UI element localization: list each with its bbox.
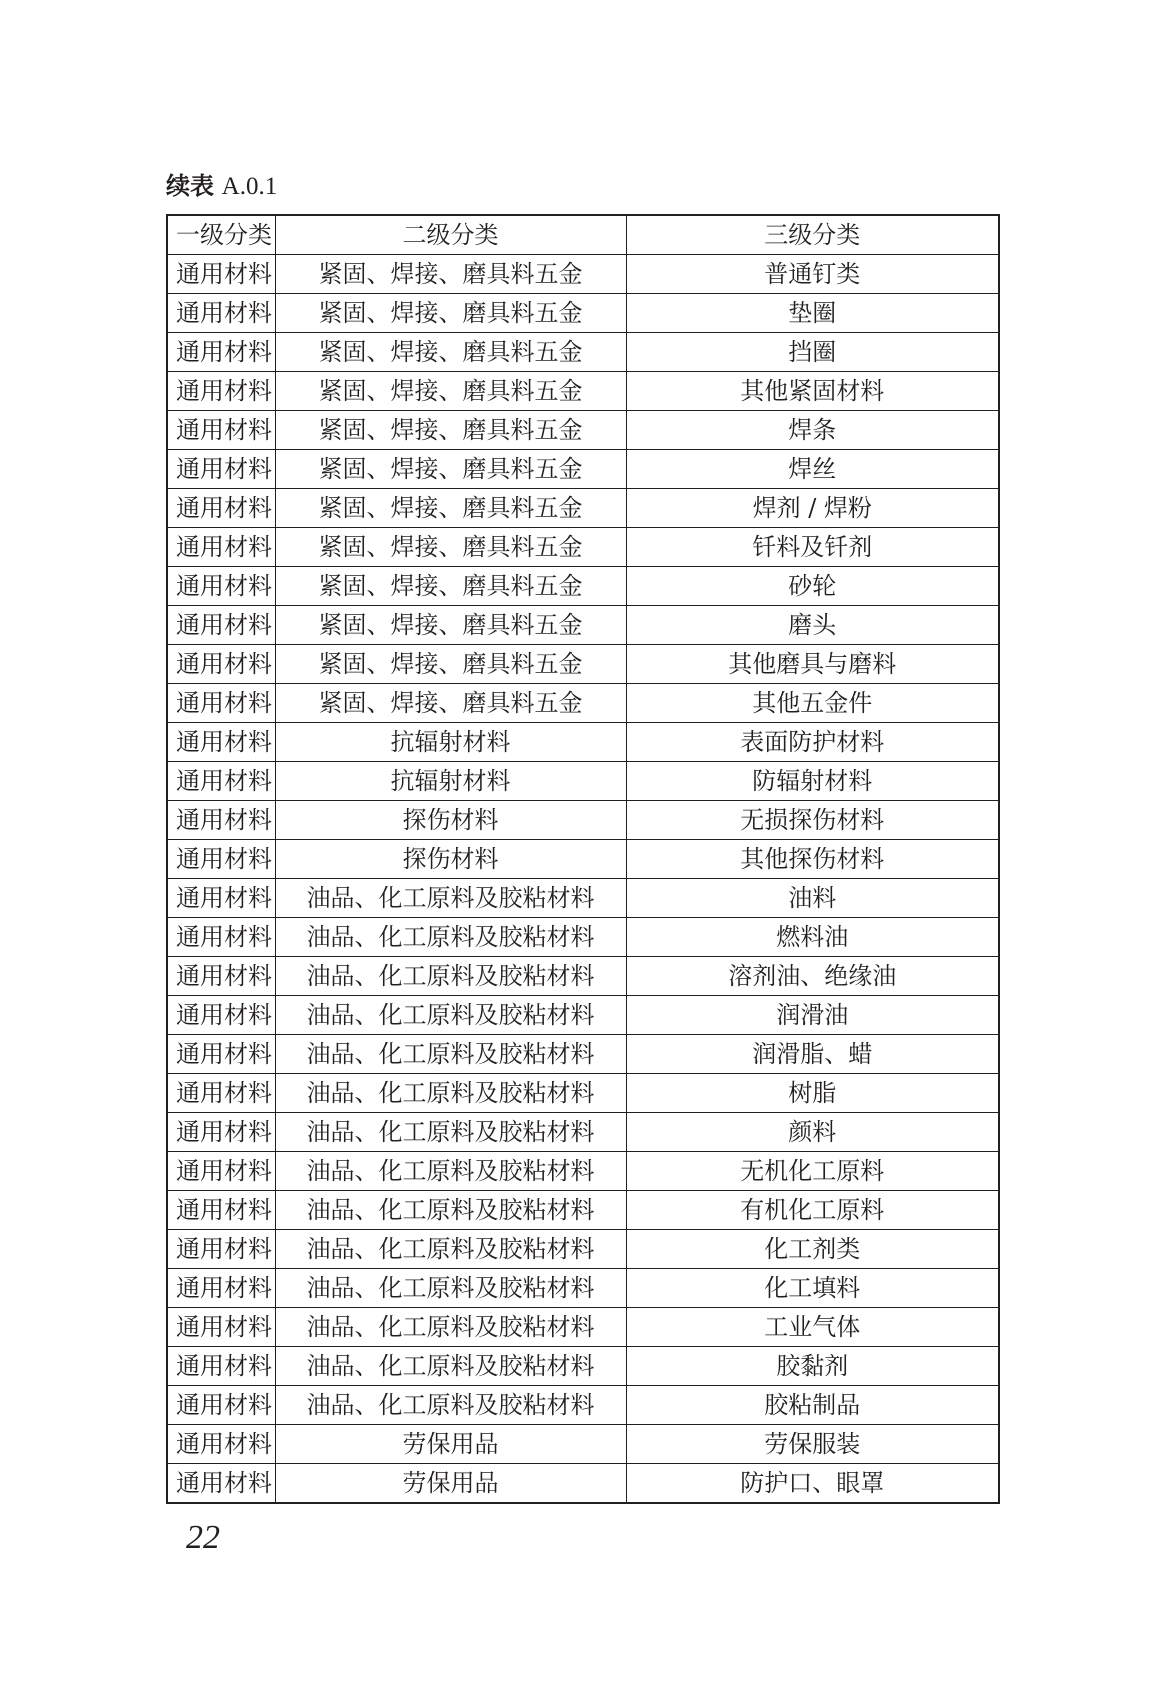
cell-level-3: 有机化工原料 <box>626 1191 999 1230</box>
table-row <box>167 645 999 684</box>
cell-level-2: 紧固、焊接、磨具料五金 <box>275 684 626 723</box>
cell-level-3: 其他紧固材料 <box>626 372 999 411</box>
cell-level-1: 通用材料 <box>167 1308 275 1347</box>
cell-level-1: 通用材料 <box>167 489 275 528</box>
cell-level-1: 通用材料 <box>167 801 275 840</box>
cell-level-1: 通用材料 <box>167 372 275 411</box>
table-row <box>167 450 999 489</box>
cell-level-2: 油品、化工原料及胶粘材料 <box>275 1152 626 1191</box>
table-row <box>167 801 999 840</box>
cell-level-1: 通用材料 <box>167 957 275 996</box>
cell-level-3: 防辐射材料 <box>626 762 999 801</box>
cell-level-2: 油品、化工原料及胶粘材料 <box>275 996 626 1035</box>
table-row <box>167 255 999 294</box>
cell-level-2: 紧固、焊接、磨具料五金 <box>275 450 626 489</box>
table-body <box>167 215 999 1503</box>
cell-level-1: 通用材料 <box>167 1113 275 1152</box>
table-row <box>167 1230 999 1269</box>
cell-level-3: 焊丝 <box>626 450 999 489</box>
table-row <box>167 840 999 879</box>
cell-level-1: 通用材料 <box>167 840 275 879</box>
cell-level-3: 工业气体 <box>626 1308 999 1347</box>
cell-level-2: 油品、化工原料及胶粘材料 <box>275 1074 626 1113</box>
cell-level-3: 焊剂 / 焊粉 <box>626 489 999 528</box>
cell-level-2: 抗辐射材料 <box>275 723 626 762</box>
cell-level-3: 垫圈 <box>626 294 999 333</box>
cell-level-3: 无损探伤材料 <box>626 801 999 840</box>
cell-level-3: 焊条 <box>626 411 999 450</box>
cell-level-3: 劳保服装 <box>626 1425 999 1464</box>
cell-level-1: 通用材料 <box>167 333 275 372</box>
cell-level-2: 紧固、焊接、磨具料五金 <box>275 255 626 294</box>
table-row <box>167 1425 999 1464</box>
cell-level-2: 油品、化工原料及胶粘材料 <box>275 1347 626 1386</box>
table-row <box>167 879 999 918</box>
cell-level-3: 胶黏剂 <box>626 1347 999 1386</box>
cell-level-1: 通用材料 <box>167 450 275 489</box>
cell-level-3: 磨头 <box>626 606 999 645</box>
caption-label: 续表 <box>166 172 214 200</box>
cell-level-3: 胶粘制品 <box>626 1386 999 1425</box>
cell-level-1: 通用材料 <box>167 1152 275 1191</box>
cell-level-3: 化工填料 <box>626 1269 999 1308</box>
cell-level-1: 通用材料 <box>167 411 275 450</box>
cell-level-3: 其他探伤材料 <box>626 840 999 879</box>
table-row <box>167 1191 999 1230</box>
caption-number: A.0.1 <box>221 173 278 200</box>
page-number: 22 <box>186 1519 220 1556</box>
cell-level-1: 通用材料 <box>167 645 275 684</box>
cell-level-3: 润滑脂、蜡 <box>626 1035 999 1074</box>
table-row <box>167 1269 999 1308</box>
cell-level-1: 通用材料 <box>167 606 275 645</box>
table-row <box>167 957 999 996</box>
table-caption <box>166 170 277 203</box>
cell-level-2: 紧固、焊接、磨具料五金 <box>275 528 626 567</box>
cell-level-3: 颜料 <box>626 1113 999 1152</box>
header-level-2: 二级分类 <box>275 215 626 255</box>
cell-level-1: 通用材料 <box>167 567 275 606</box>
table-row <box>167 1308 999 1347</box>
cell-level-2: 紧固、焊接、磨具料五金 <box>275 567 626 606</box>
cell-level-1: 通用材料 <box>167 1035 275 1074</box>
table-row <box>167 1074 999 1113</box>
table-row <box>167 372 999 411</box>
cell-level-1: 通用材料 <box>167 294 275 333</box>
table-header-row <box>167 215 999 255</box>
classification-table <box>166 214 1000 1504</box>
header-level-1: 一级分类 <box>167 215 275 255</box>
table-row <box>167 528 999 567</box>
cell-level-3: 无机化工原料 <box>626 1152 999 1191</box>
cell-level-2: 紧固、焊接、磨具料五金 <box>275 411 626 450</box>
cell-level-2: 紧固、焊接、磨具料五金 <box>275 645 626 684</box>
cell-level-1: 通用材料 <box>167 1191 275 1230</box>
cell-level-3: 普通钉类 <box>626 255 999 294</box>
cell-level-2: 油品、化工原料及胶粘材料 <box>275 879 626 918</box>
table-row <box>167 1113 999 1152</box>
cell-level-2: 紧固、焊接、磨具料五金 <box>275 489 626 528</box>
cell-level-2: 油品、化工原料及胶粘材料 <box>275 1113 626 1152</box>
table-row <box>167 996 999 1035</box>
cell-level-3: 化工剂类 <box>626 1230 999 1269</box>
cell-level-3: 燃料油 <box>626 918 999 957</box>
cell-level-1: 通用材料 <box>167 1386 275 1425</box>
table-row <box>167 1464 999 1504</box>
cell-level-2: 油品、化工原料及胶粘材料 <box>275 1191 626 1230</box>
cell-level-3: 防护口、眼罩 <box>626 1464 999 1504</box>
cell-level-2: 劳保用品 <box>275 1464 626 1504</box>
table-row <box>167 723 999 762</box>
cell-level-3: 润滑油 <box>626 996 999 1035</box>
cell-level-2: 紧固、焊接、磨具料五金 <box>275 606 626 645</box>
cell-level-2: 油品、化工原料及胶粘材料 <box>275 957 626 996</box>
cell-level-2: 紧固、焊接、磨具料五金 <box>275 333 626 372</box>
cell-level-1: 通用材料 <box>167 1347 275 1386</box>
cell-level-3: 树脂 <box>626 1074 999 1113</box>
cell-level-1: 通用材料 <box>167 879 275 918</box>
cell-level-2: 紧固、焊接、磨具料五金 <box>275 372 626 411</box>
cell-level-2: 探伤材料 <box>275 801 626 840</box>
cell-level-2: 油品、化工原料及胶粘材料 <box>275 918 626 957</box>
cell-level-2: 抗辐射材料 <box>275 762 626 801</box>
cell-level-1: 通用材料 <box>167 1074 275 1113</box>
cell-level-1: 通用材料 <box>167 1230 275 1269</box>
cell-level-1: 通用材料 <box>167 918 275 957</box>
table-row <box>167 1035 999 1074</box>
cell-level-2: 紧固、焊接、磨具料五金 <box>275 294 626 333</box>
cell-level-2: 探伤材料 <box>275 840 626 879</box>
cell-level-3: 钎料及钎剂 <box>626 528 999 567</box>
cell-level-3: 溶剂油、绝缘油 <box>626 957 999 996</box>
cell-level-3: 挡圈 <box>626 333 999 372</box>
table-row <box>167 606 999 645</box>
table-row <box>167 333 999 372</box>
table-row <box>167 489 999 528</box>
cell-level-2: 油品、化工原料及胶粘材料 <box>275 1035 626 1074</box>
table-row <box>167 762 999 801</box>
cell-level-1: 通用材料 <box>167 528 275 567</box>
cell-level-2: 劳保用品 <box>275 1425 626 1464</box>
table-row <box>167 411 999 450</box>
cell-level-1: 通用材料 <box>167 1425 275 1464</box>
table-row <box>167 1386 999 1425</box>
cell-level-1: 通用材料 <box>167 996 275 1035</box>
cell-level-3: 砂轮 <box>626 567 999 606</box>
cell-level-2: 油品、化工原料及胶粘材料 <box>275 1308 626 1347</box>
cell-level-1: 通用材料 <box>167 255 275 294</box>
cell-level-1: 通用材料 <box>167 684 275 723</box>
cell-level-3: 其他五金件 <box>626 684 999 723</box>
header-level-3: 三级分类 <box>626 215 999 255</box>
cell-level-2: 油品、化工原料及胶粘材料 <box>275 1230 626 1269</box>
cell-level-3: 油料 <box>626 879 999 918</box>
table-row <box>167 918 999 957</box>
cell-level-1: 通用材料 <box>167 1464 275 1504</box>
cell-level-2: 油品、化工原料及胶粘材料 <box>275 1269 626 1308</box>
table-row <box>167 1152 999 1191</box>
cell-level-1: 通用材料 <box>167 1269 275 1308</box>
cell-level-3: 表面防护材料 <box>626 723 999 762</box>
table-row <box>167 1347 999 1386</box>
cell-level-3: 其他磨具与磨料 <box>626 645 999 684</box>
table-row <box>167 294 999 333</box>
table-row <box>167 684 999 723</box>
cell-level-2: 油品、化工原料及胶粘材料 <box>275 1386 626 1425</box>
cell-level-1: 通用材料 <box>167 762 275 801</box>
cell-level-1: 通用材料 <box>167 723 275 762</box>
table-row <box>167 567 999 606</box>
